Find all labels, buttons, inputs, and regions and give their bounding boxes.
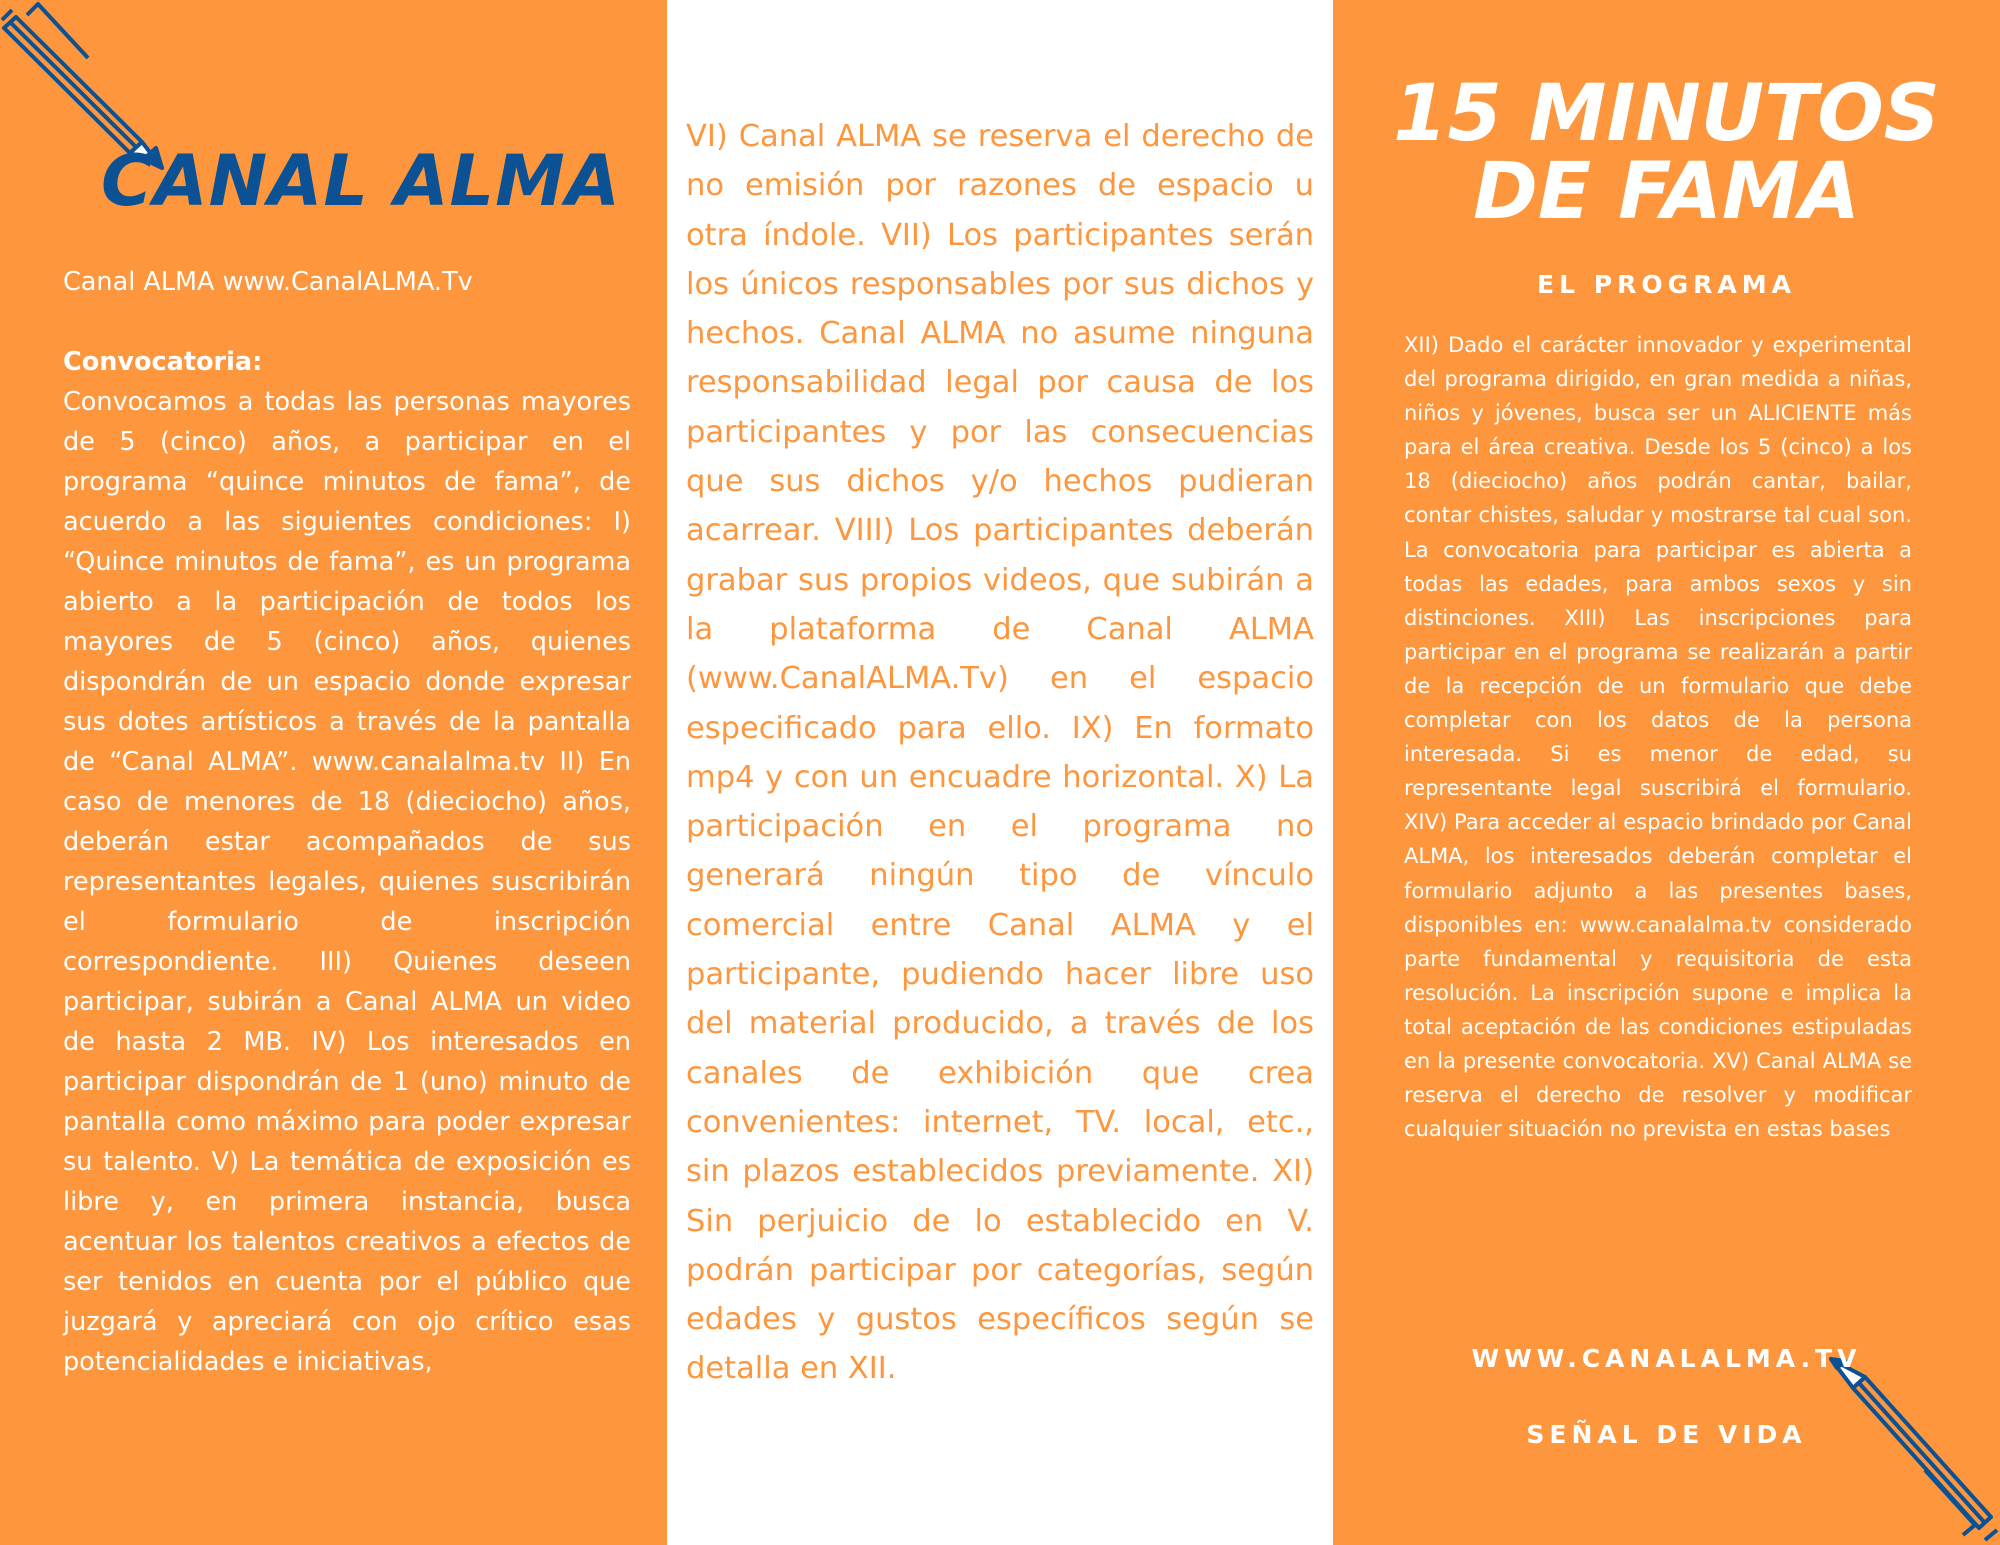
tagline: SEÑAL DE VIDA bbox=[1526, 1420, 1807, 1449]
brand-title: CANAL ALMA bbox=[101, 140, 621, 222]
program-heading: EL PROGRAMA bbox=[1537, 270, 1796, 299]
pen-icon bbox=[1825, 1355, 2000, 1545]
left-subtitle: Canal ALMA www.CanalALMA.Tv bbox=[63, 267, 473, 297]
website-link[interactable]: WWW.CANALALMA.TV bbox=[1471, 1344, 1862, 1373]
left-panel-content bbox=[63, 262, 631, 1382]
convocatoria-label: Convocatoria: bbox=[63, 347, 263, 377]
program-title: 15 MINUTOS DE FAMA bbox=[1393, 69, 1940, 237]
middle-text: VI) Canal ALMA se reserva el derecho de no emisión por razones de espacio u otra índole. VII) Los participantes serán los únicos responsables por sus dichos y hechos. Canal ALMA no asume ninguna responsabilidad legal por causa de los participantes y por las consecuencias que sus dichos y/o hechos pudieran acarrear. VIII) Los participantes deberán grabar sus propios videos, que subirán a la plataforma de Canal ALMA (www.CanalALMA.Tv) en el espacio especificado para ello. IX) En formato mp4 y con un encuadre horizontal. X) La participación en el programa no generará ningún tipo de vínculo comercial entre Canal ALMA y el participante, pudiendo hacer libre uso del material producido, a través de los canales de exhibición que crea convenientes: internet, TV. local, etc., sin plazos establecidos previamente. XI) Sin perjuicio de lo establecido en V. podrán participar por categorías, según edades y gustos específicos según se detalla en XII. bbox=[686, 119, 1314, 1387]
program-text: XII) Dado el carácter innovador y experimental del programa dirigido, en gran medida a niñas, niños y jóvenes, busca ser un ALICIENTE más para el área creativa. Desde los 5 (cinco) a los 18 (dieciocho) años podrán cantar, bailar, contar chistes, saludar y mostrarse tal cual son. La convocatoria para participar es abierta a todas las edades, para ambos sexos y sin distinciones. XIII) Las inscripciones para participar en el programa se realizarán a partir de la recepción de un formulario que debe completar con los datos de la persona interesada. Si es menor de edad, su representante legal suscribirá el formulario. XIV) Para acceder al espacio brindado por Canal ALMA, los interesados deberán completar el formulario adjunto a las presentes bases, disponibles en: www.canalalma.tv considerado parte fundamental y requisitoria de esta resolución. La inscripción supone e implica la total aceptación de las condiciones estipuladas en la presente convocatoria. XV) Canal ALMA se reserva el derecho de resolver y modificar cualquier situación no prevista en estas bases bbox=[1404, 333, 1912, 1142]
convocatoria-text: Convocamos a todas las personas mayores de 5 (cinco) años, a participar en el programa “quince minutos de fama”, de acuerdo a las siguientes condiciones: I) “Quince minutos de fama”, es un programa abierto a la participación de todos los mayores de 5 (cinco) años, quienes dispondrán de un espacio donde expresar sus dotes artísticos a través de la pantalla de “Canal ALMA”. www.canalalma.tv II) En caso de menores de 18 (dieciocho) años, deberán estar acompañados de sus representantes legales, quienes suscribirán el formulario de inscripción correspondiente. III) Quienes deseen participar, subirán a Canal ALMA un video de hasta 2 MB. IV) Los interesados en participar dispondrán de 1 (uno) minuto de pantalla como máximo para poder expresar su talento. V) La temática de exposición es libre y, en primera instancia, busca acentuar los talentos creativos a efectos de ser tenidos en cuenta por el público que juzgará y apreciará con ojo crítico esas potencialidades e iniciativas, bbox=[63, 387, 631, 1377]
